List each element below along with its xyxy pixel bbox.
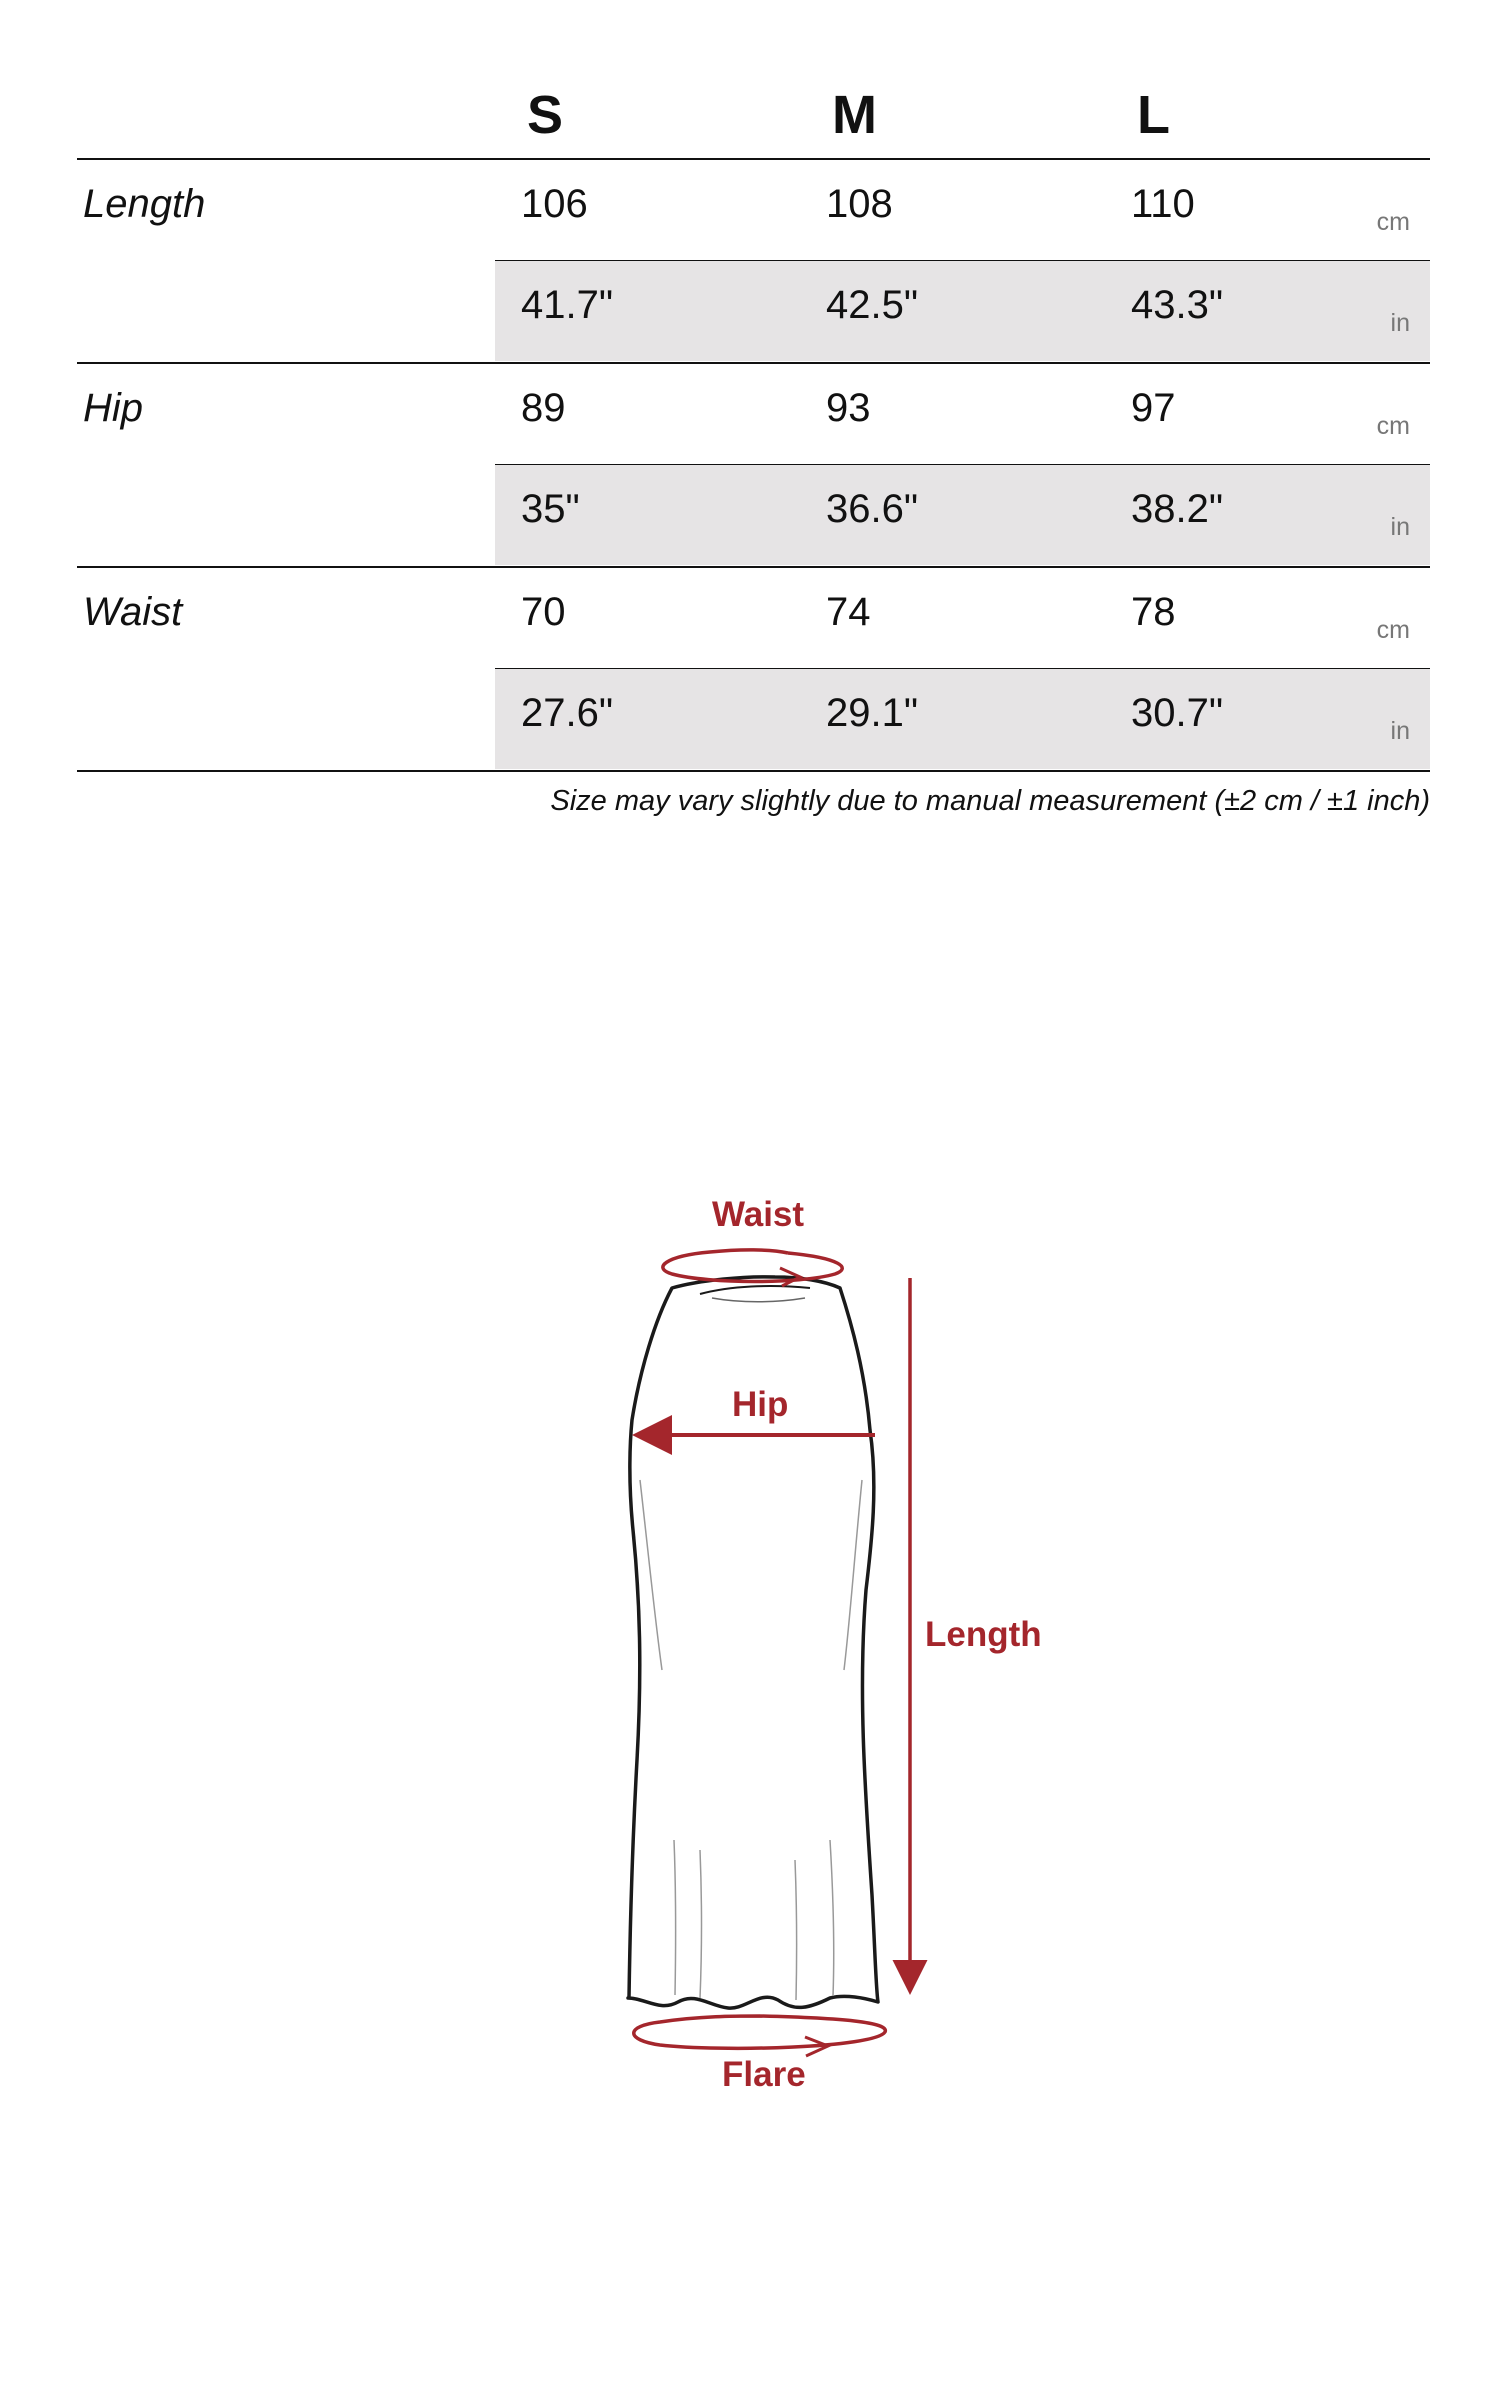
cm-row <box>495 160 1430 262</box>
size-table <box>77 70 1430 772</box>
value-cell: 42.5" <box>826 283 919 327</box>
flare-arrow <box>634 2016 886 2056</box>
value-cell: 70 <box>521 590 566 634</box>
waist-label: Waist <box>712 1195 805 1234</box>
value-cell: 36.6" <box>826 487 919 531</box>
measurement-group-waist <box>77 568 1430 772</box>
flare-label: Flare <box>722 2055 806 2094</box>
group-label: Length <box>83 182 206 226</box>
unit-label: in <box>1390 513 1410 541</box>
size-header-s: S <box>527 85 564 145</box>
unit-label: cm <box>1376 616 1410 644</box>
value-cell: 93 <box>826 386 871 430</box>
value-cell: 38.2" <box>1131 487 1224 531</box>
value-cell: 41.7" <box>521 283 614 327</box>
value-cell: 108 <box>826 182 893 226</box>
unit-label: cm <box>1376 208 1410 236</box>
measurement-group-hip <box>77 364 1430 568</box>
skirt-diagram <box>0 1150 1500 2100</box>
value-cell: 97 <box>1131 386 1176 430</box>
skirt-fold-lines <box>640 1480 862 2000</box>
value-cell: 27.6" <box>521 691 614 735</box>
size-header-m: M <box>832 85 877 145</box>
unit-label: in <box>1390 717 1410 745</box>
unit-label: cm <box>1376 412 1410 440</box>
inch-row <box>495 261 1430 361</box>
length-label: Length <box>925 1615 1042 1654</box>
value-cell: 43.3" <box>1131 283 1224 327</box>
value-cell: 78 <box>1131 590 1176 634</box>
group-label: Waist <box>83 590 183 634</box>
cm-row <box>495 364 1430 466</box>
value-cell: 89 <box>521 386 566 430</box>
value-cell: 110 <box>1131 182 1195 226</box>
cm-row <box>495 568 1430 670</box>
value-cell: 30.7" <box>1131 691 1224 735</box>
measurement-group-length <box>77 160 1430 364</box>
inch-row <box>495 669 1430 769</box>
value-cell: 35" <box>521 487 580 531</box>
unit-label: in <box>1390 309 1410 337</box>
skirt-illustration <box>0 1150 1500 2100</box>
value-cell: 29.1" <box>826 691 919 735</box>
inch-row <box>495 465 1430 565</box>
size-header-row <box>77 70 1430 160</box>
group-label: Hip <box>83 386 144 430</box>
hip-label: Hip <box>732 1385 789 1424</box>
measurement-note: Size may vary slightly due to manual measurement (±2 cm / ±1 inch) <box>550 785 1430 817</box>
size-header-l: L <box>1137 85 1170 145</box>
value-cell: 74 <box>826 590 871 634</box>
value-cell: 106 <box>521 182 588 226</box>
